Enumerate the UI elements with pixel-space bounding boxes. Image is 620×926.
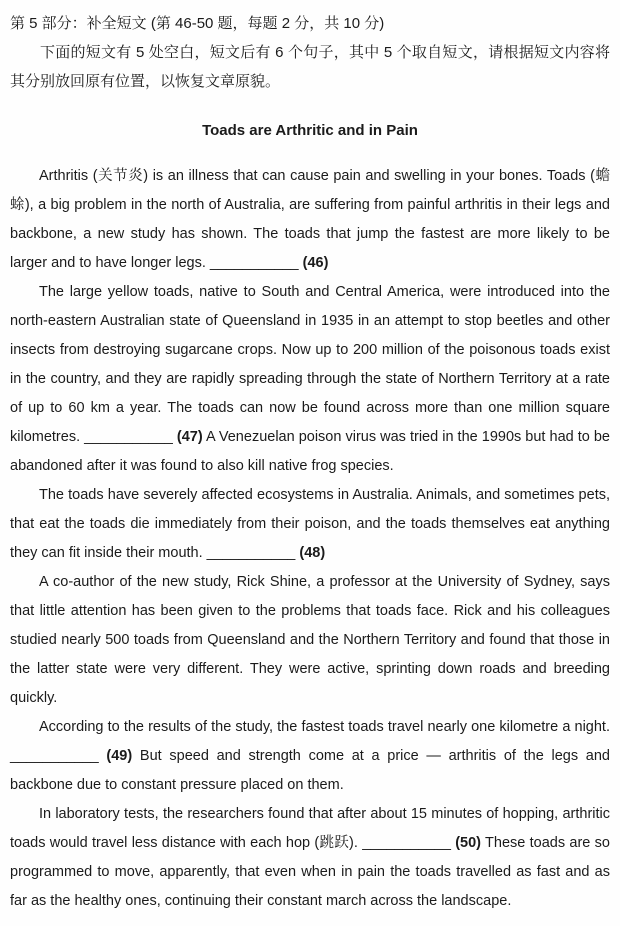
blank-line-46: ___________ bbox=[209, 255, 299, 271]
paragraph-5 bbox=[10, 713, 610, 800]
blank-line-48: ___________ bbox=[206, 545, 296, 561]
blank-number-50: (50) bbox=[450, 835, 482, 851]
paragraph-6-text-after: These toads are so programmed to move, apparently, that even when in pain the toads travelled as fast and as far as the healthy ones, continuing their constant march across the landscape. bbox=[10, 835, 610, 909]
blank-line-47: ___________ bbox=[84, 429, 173, 445]
paragraph-6-text: In laboratory tests, the researchers found that after about 15 minutes of hopping, arthritic toads would travel less distance with each hop (跳跃). bbox=[10, 806, 610, 851]
section-instructions: 下面的短文有 5 处空白，短文后有 6 个句子，其中 5 个取自短文，请根据短文内容将其分别放回原有位置，以恢复文章原貌。 bbox=[10, 44, 610, 90]
paragraph-2 bbox=[10, 278, 610, 481]
blank-number-48: (48) bbox=[295, 545, 326, 561]
paragraph-5-text-after: But speed and strength come at a price — arthritis of the legs and backbone due to constant pressure placed on them. bbox=[10, 748, 610, 793]
paragraph-4-text: A co-author of the new study, Rick Shine, a professor at the University of Sydney, says that little attention has been given to the problems that toads face. Rick and his colleagues studied nearly 500 toads from Queensland and the Northern Territory and found that those in the latter state were very different. They were active, sprinting down roads and breeding quickly. bbox=[10, 574, 610, 706]
paragraph-1 bbox=[10, 162, 610, 278]
blank-number-49: (49) bbox=[98, 748, 133, 764]
paragraph-3 bbox=[10, 481, 610, 568]
blank-number-47: (47) bbox=[172, 429, 203, 445]
blank-line-50: ___________ bbox=[362, 835, 451, 851]
blank-number-46: (46) bbox=[298, 255, 329, 271]
paragraph-2-text: The large yellow toads, native to South and Central America, were introduced into the north-eastern Australian state of Queensland in 1935 in an attempt to stop beetles and other insects from destroying sugarcane crops. Now up to 200 million of the poisonous toads exist in the country, and they are rapidly spreading through the state of Northern Territory at a rate of up to 60 km a year. The toads can now be found across more than one million square kilometres. bbox=[10, 284, 610, 445]
paragraph-1-text: Arthritis (关节炎) is an illness that can cause pain and swelling in your bones. Toads (蟾蜍), a big problem in the north of Australia, are suffering from painful arthritis in their legs and backbone, a new study has shown. The toads that jump the fastest are more likely to be larger and to have longer legs. bbox=[10, 168, 610, 271]
paragraph-5-text: According to the results of the study, the fastest toads travel nearly one kilometre a night. bbox=[39, 719, 610, 735]
passage-title: Toads are Arthritic and in Pain bbox=[202, 122, 418, 139]
section-heading: 第 5 部分：补全短文 (第 46-50 题，每题 2 分，共 10 分) bbox=[10, 15, 385, 32]
blank-line-49: ___________ bbox=[10, 748, 99, 764]
paragraph-6 bbox=[10, 800, 610, 916]
paragraph-4 bbox=[10, 568, 610, 713]
paragraph-3-text: The toads have severely affected ecosystems in Australia. Animals, and sometimes pets, that eat the toads die immediately from their poison, and the toads themselves eat anything they can fit inside their mouth. bbox=[10, 487, 610, 561]
paragraph-2-text-after: A Venezuelan poison virus was tried in the 1990s but had to be abandoned after it was found to also kill native frog species. bbox=[10, 429, 610, 474]
